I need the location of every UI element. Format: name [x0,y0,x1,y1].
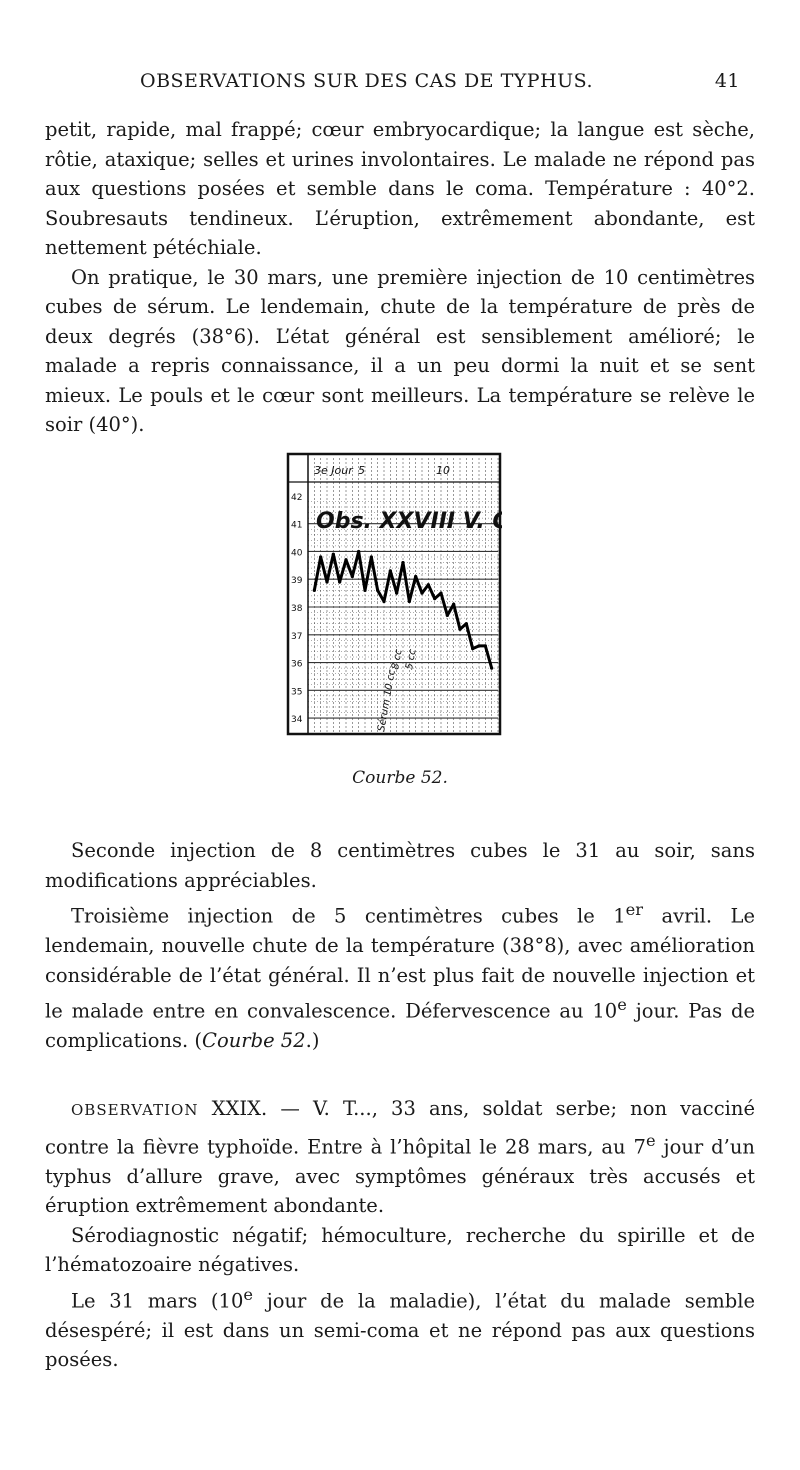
observation-label: OBSERVATION [71,1101,199,1119]
temperature-point [363,589,366,592]
text-run: jour de la maladie), l’état du malade semble désespéré; il est dans un semi-coma et ne répond pas aux questions posées. [45,1289,756,1371]
observation-number: XXIX. [211,1097,268,1120]
temperature-point [452,603,455,606]
temperature-chart-svg [286,452,502,736]
superscript: e [645,1130,656,1150]
y-tick-label: 40 [291,548,303,559]
temperature-point [471,647,474,650]
temperature-point [439,592,442,595]
y-tick-label: 37 [291,631,303,642]
paragraph [45,1280,755,1375]
figure-caption [0,768,800,788]
temperature-point [325,580,328,583]
y-tick-label: 39 [291,576,303,587]
caption-number: 52. [420,768,448,788]
temperature-point [465,622,468,625]
y-tick-label: 34 [291,715,303,726]
temperature-point [319,555,322,558]
text-block-middle [45,836,755,1056]
text-run: Le 31 mars (10 [71,1289,244,1312]
temperature-point [458,628,461,631]
paragraph: On pratique, le 30 mars, une première injection de 10 centimètres cubes de sérum. Le lendemain, chute de la température de près de deux degrés (38°6). L’état général est sensiblement amélioré; le malade a repris connaissance, il a un peu dormi la nuit et se sent mieux. Le pouls et le cœur sont meilleurs. La température se relève le soir (40°). [45,265,755,436]
chart-annotation: 8 cc [390,648,405,671]
temperature-point [395,592,398,595]
temperature-point [490,667,493,670]
text-run: Troisième injection de 5 centimètres cubes le 1 [71,904,626,928]
temperature-point [376,589,379,592]
figure-reference: Courbe 52 [202,1029,306,1052]
y-axis-ticks [291,493,303,725]
text-run: avril. Le lendemain, nouvelle chute de la température (38°8), avec amélioration considérable de l’état général. Il n’est plus fait de nouvelle injection et le malade entre en convalescence. Défervescence au 10 [45,904,755,1023]
temperature-point [427,583,430,586]
paragraph [45,895,755,1056]
caption-word: Courbe [352,768,416,788]
paragraph: Sérodiagnostic négatif; hémoculture, recherche du spirille et de l’hématozoaire négatives. [45,1223,755,1276]
temperature-point [477,644,480,647]
temperature-chart [286,452,502,736]
temperature-point [351,575,354,578]
y-tick-label: 35 [291,687,303,698]
temperature-point [420,592,423,595]
y-tick-label: 36 [291,659,303,670]
chart-header-label: 10 [436,464,450,477]
superscript: e [617,995,627,1014]
chart-annotation: Sérum 10 cc [376,668,398,733]
y-tick-label: 42 [291,492,303,503]
paragraph: Seconde injection de 8 centimètres cubes le 31 au soir, sans modifications appréciables. [45,839,755,892]
temperature-point [433,597,436,600]
running-title: OBSERVATIONS SUR DES CAS DE TYPHUS. [140,70,594,92]
temperature-point [370,555,373,558]
observation-section [45,1094,755,1375]
text-run: — V. T..., 33 ans, soldat serbe; non vacciné contre la fièvre typhoïde. Entre à l’hôpital le 28 mars, au 7 [45,1097,755,1158]
temperature-point [389,569,392,572]
temperature-point [332,553,335,556]
temperature-point [408,600,411,603]
y-tick-label: 41 [291,520,303,531]
page-number: 41 [714,70,740,92]
temperature-point [484,644,487,647]
chart-header-label: 3e Jour [314,464,353,477]
chart-header-label: 5 [358,464,365,477]
temperature-point [414,575,417,578]
chart-title: Obs. XXVIII V. G. [316,509,502,534]
text-run: jour. Pas de complications. ( [45,999,756,1052]
text-block-top [45,115,755,440]
text-run: .) [305,1029,320,1052]
temperature-point [357,550,360,553]
temperature-point [344,558,347,561]
temperature-point [338,580,341,583]
chart-annotation: 5 cc [404,648,419,671]
superscript: e [243,1284,253,1304]
y-tick-label: 38 [291,604,303,614]
paragraph [45,1094,755,1221]
superscript: er [625,900,644,919]
temperature-point [401,561,404,564]
paragraph: petit, rapide, mal frappé; cœur embryocardique; la langue est sèche, rôtie, ataxique; selles et urines involontaires. Le malade ne répond pas aux questions posées et semble dans le coma. Température : 40°2. Soubresauts tendineux. L’éruption, extrêmement abondante, est nettement pétéchiale. [45,118,755,259]
temperature-point [446,614,449,617]
text-run: jour d’un typhus d’allure grave, avec symptômes généraux très accusés et éruption extrêmement abondante. [45,1135,755,1217]
temperature-point [313,589,316,592]
temperature-point [382,600,385,603]
